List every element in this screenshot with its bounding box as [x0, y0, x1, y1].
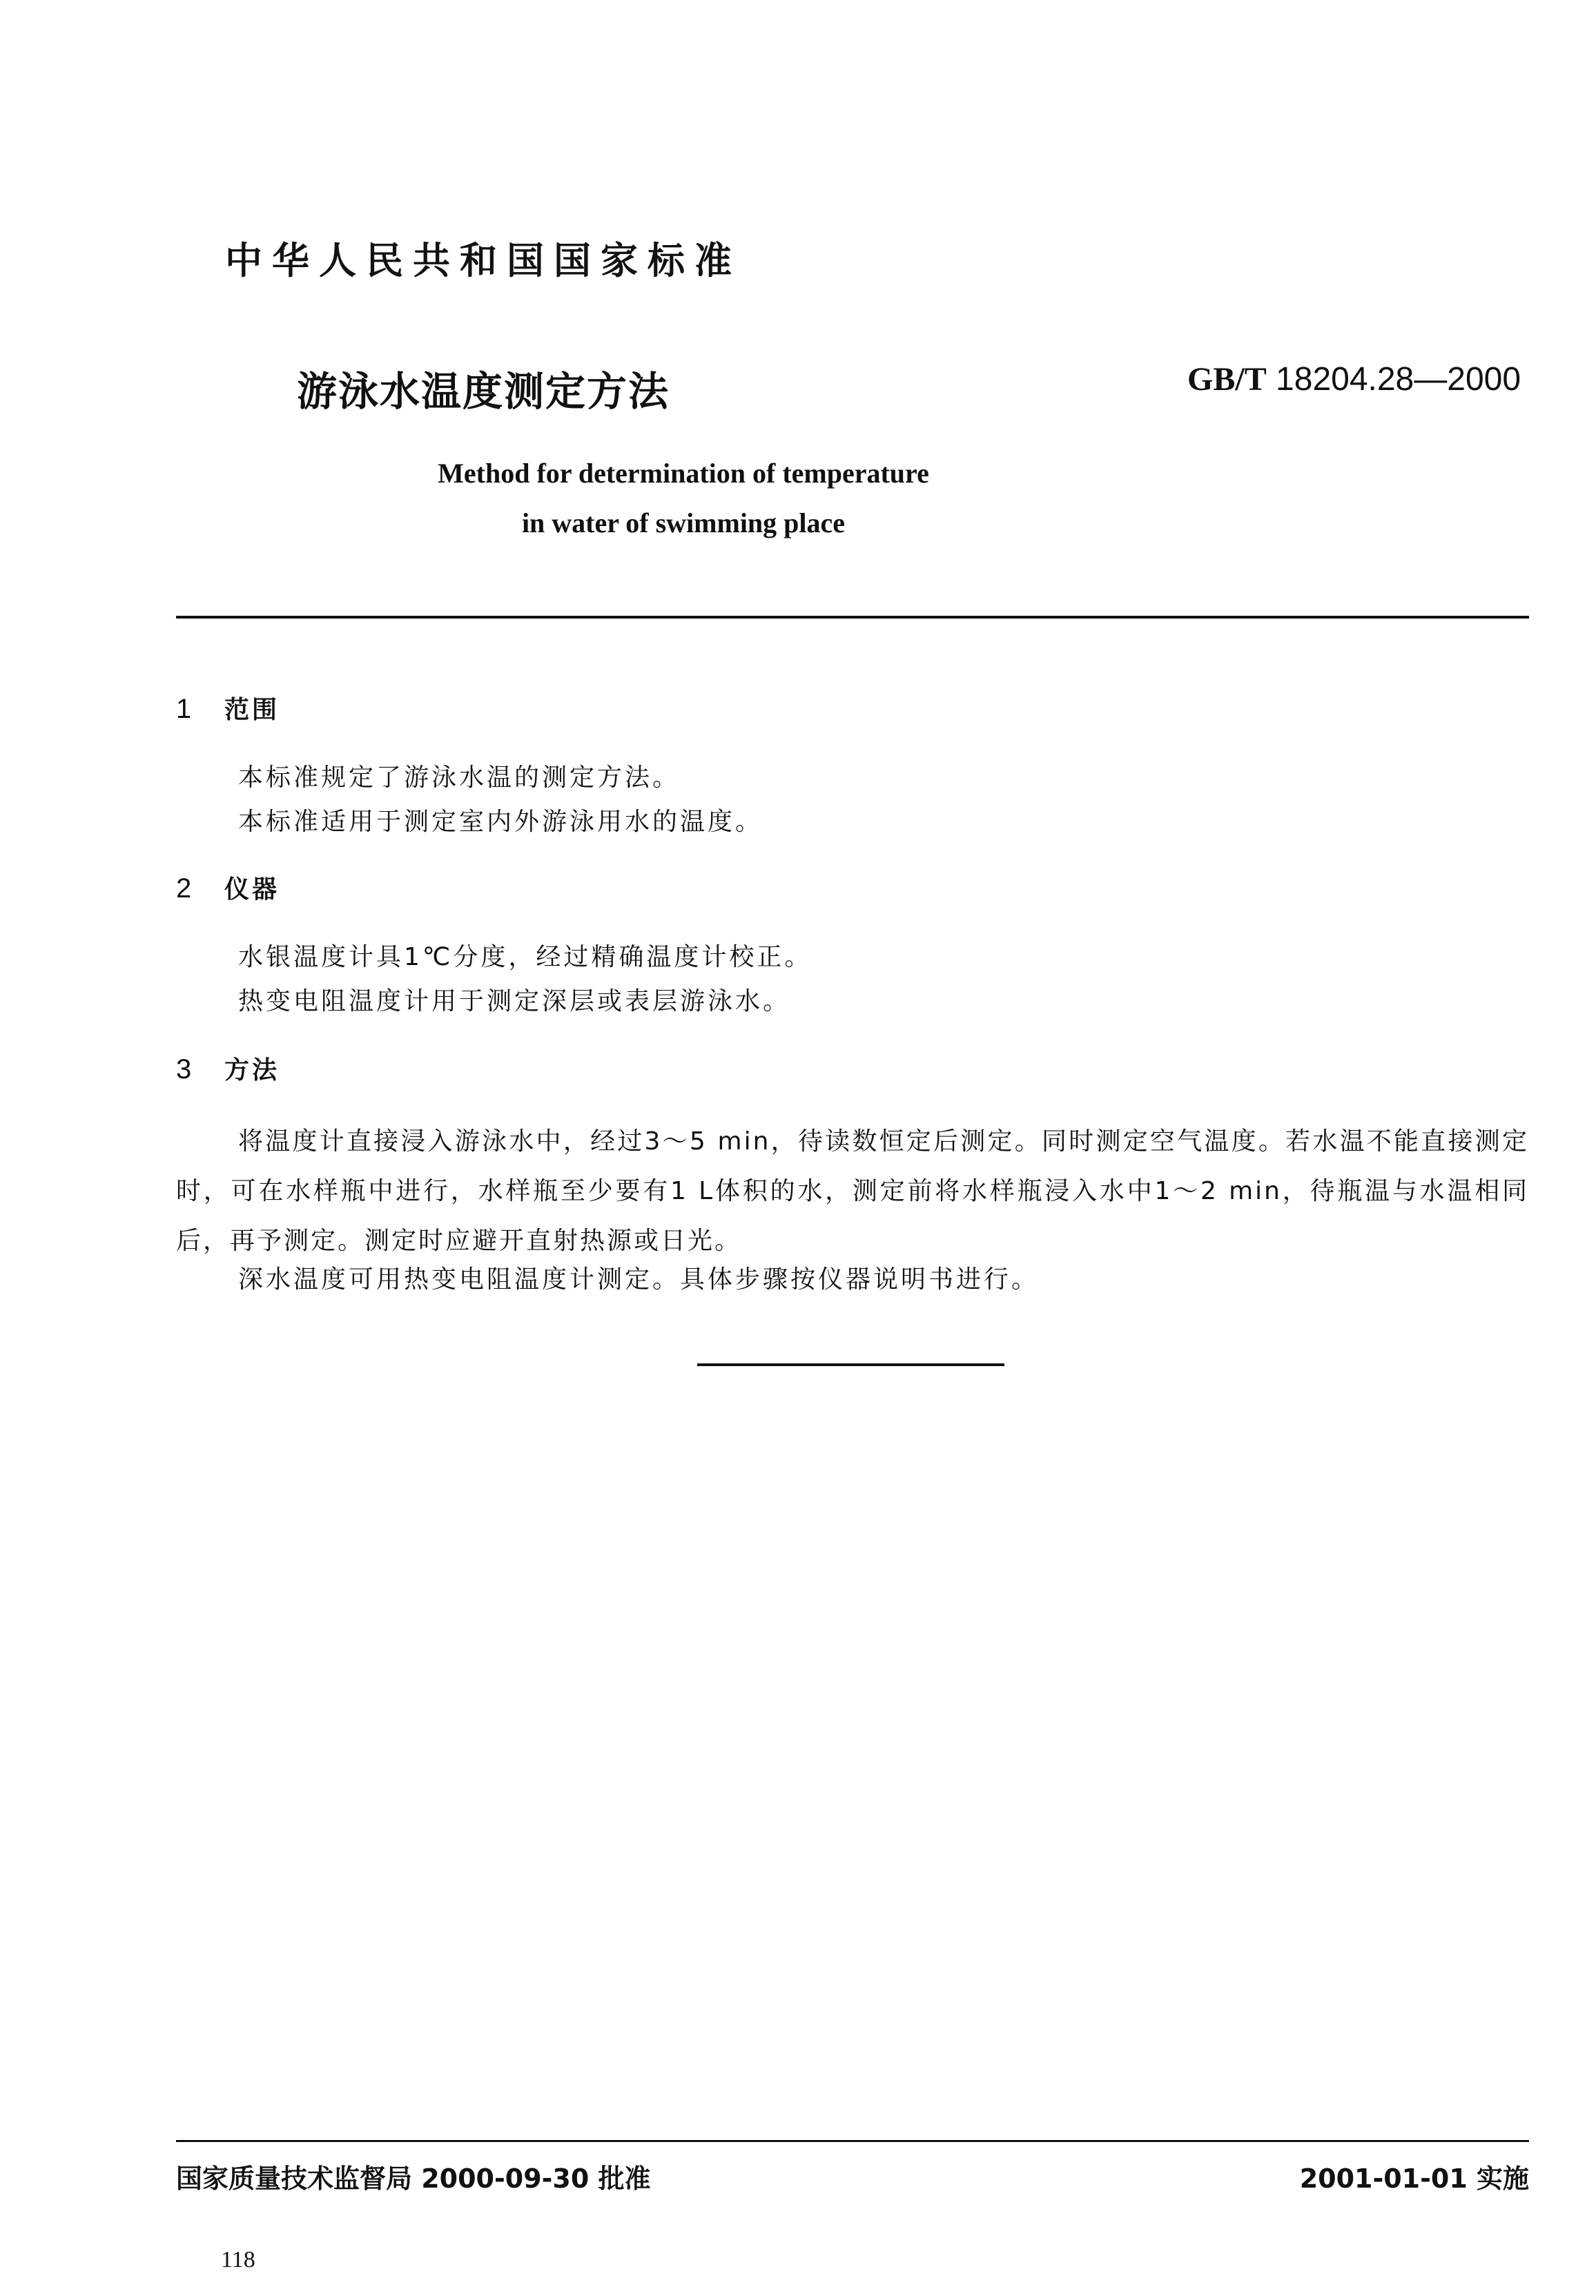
section-heading-method [176, 1051, 280, 1086]
apparatus-paragraph-2: 热变电阻温度计用于测定深层或表层游泳水。 [238, 987, 791, 1015]
standard-number [1187, 360, 1521, 398]
scope-paragraph-1: 本标准规定了游泳水温的测定方法。 [238, 763, 681, 792]
standard-prefix: GB/T [1187, 361, 1267, 398]
section-label: 方法 [224, 1056, 280, 1084]
title-en-line-1: Method for determination of temperature [438, 458, 929, 489]
section-number: 3 [176, 1054, 192, 1084]
document-title-en [0, 449, 1367, 548]
section-label: 仪器 [224, 875, 280, 904]
standard-code: 18204.28—2000 [1276, 361, 1521, 398]
section-number: 1 [176, 694, 192, 724]
section-number: 2 [176, 873, 192, 904]
document-title-cn: 游泳水温度测定方法 [296, 368, 670, 415]
title-en-line-2: in water of swimming place [521, 507, 846, 538]
approval-statement: 国家质量技术监督局 2000-09-30 批准 [176, 2163, 651, 2194]
section-label: 范围 [224, 696, 280, 724]
apparatus-paragraph-1: 水银温度计具1℃分度，经过精确温度计校正。 [238, 943, 812, 971]
implementation-date: 2001-01-01 实施 [1299, 2163, 1529, 2194]
header-divider [176, 616, 1529, 619]
method-paragraph-1: 将温度计直接浸入游泳水中，经过3～5 min，待读数恒定后测定。同时测定空气温度。若水温不能直接测定时，可在水样瓶中进行，水样瓶至少要有1 L体积的水，测定前将水样瓶浸入水中1～2 min，待瓶温与水温相同后，再予测定。测定时应避开直射热源或日光。 [176, 1127, 1529, 1255]
end-of-text-rule [697, 1363, 1004, 1366]
section-heading-scope [176, 690, 280, 726]
page-number: 118 [221, 2247, 255, 2273]
national-standard-header: 中华人民共和国国家标准 [225, 239, 741, 282]
section-heading-apparatus [176, 870, 280, 905]
footer-divider [176, 2140, 1529, 2142]
method-paragraph-2: 深水温度可用热变电阻温度计测定。具体步骤按仪器说明书进行。 [238, 1265, 1040, 1294]
scope-paragraph-2: 本标准适用于测定室内外游泳用水的温度。 [238, 808, 763, 836]
